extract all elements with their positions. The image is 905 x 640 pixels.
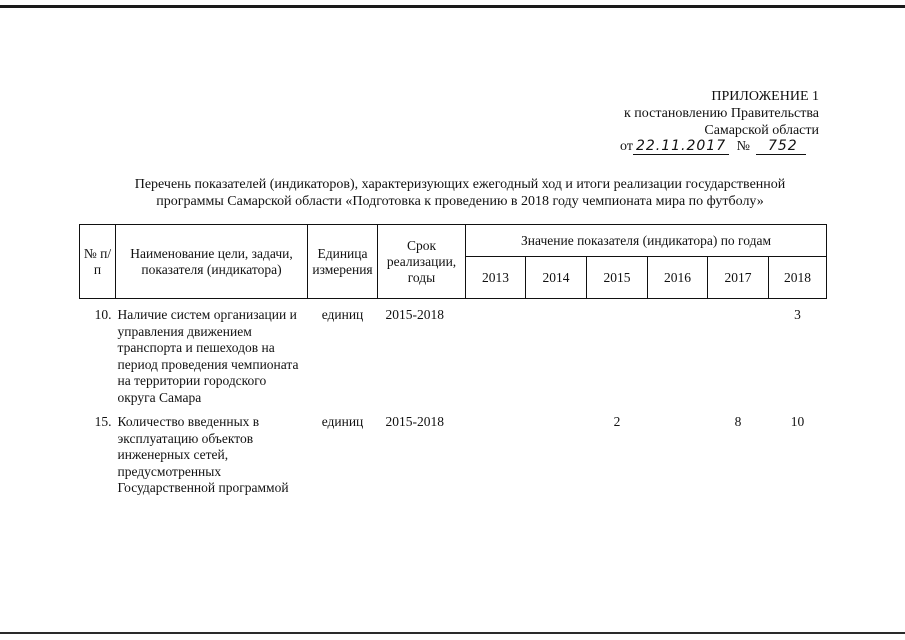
indicator-term: 2015-2018 <box>385 414 444 429</box>
indicator-name: Количество введенных в эксплуатацию объектов инженерных сетей, предусмотренных Государственной программой <box>117 414 289 495</box>
value-2017: 8 <box>734 414 742 429</box>
resolution-date-number <box>620 138 806 155</box>
table-row <box>80 406 827 497</box>
appendix-line-1: к постановлению Правительства <box>623 106 819 121</box>
header-year: 2016 <box>648 257 708 299</box>
header-name: Наименование цели, задачи, показателя (индикатора) <box>116 225 308 299</box>
number-prefix: № <box>736 139 750 154</box>
value-2013 <box>466 299 526 407</box>
header-term: Срок реализации, годы <box>378 225 466 299</box>
value-2017 <box>708 299 769 407</box>
value-2013 <box>466 406 526 497</box>
document-title-line-2: программы Самарской области «Подготовка к проведению в 2018 году чемпионата мира по футболу» <box>156 194 764 209</box>
header-number: № п/п <box>80 225 116 299</box>
document-title-line-1: Перечень показателей (индикаторов), характеризующих ежегодный ход и итоги реализации государственной <box>134 177 786 192</box>
value-2014 <box>526 406 587 497</box>
appendix-line-2: Самарской области <box>704 123 819 138</box>
handwritten-date: 22.11.2017 <box>633 138 729 155</box>
value-2016 <box>648 406 708 497</box>
header-year: 2013 <box>466 257 526 299</box>
indicator-unit: единиц <box>321 307 364 322</box>
header-unit: Единица измерения <box>308 225 378 299</box>
date-prefix: от <box>620 139 633 154</box>
header-year: 2014 <box>526 257 587 299</box>
top-scan-border <box>0 5 905 8</box>
indicator-term: 2015-2018 <box>385 307 444 322</box>
value-2015: 2 <box>613 414 621 429</box>
value-2016 <box>648 299 708 407</box>
header-values-group: Значение показателя (индикатора) по годам <box>466 225 827 257</box>
value-2018: 3 <box>794 307 801 322</box>
bottom-scan-border <box>0 632 905 634</box>
row-number: 15. <box>94 414 112 429</box>
value-2015 <box>587 299 648 407</box>
appendix-title: ПРИЛОЖЕНИЕ 1 <box>711 89 819 104</box>
value-2014 <box>526 299 587 407</box>
header-year: 2018 <box>769 257 827 299</box>
document-title <box>60 176 860 210</box>
indicator-unit: единиц <box>321 414 364 429</box>
value-2018: 10 <box>790 414 805 429</box>
appendix-header <box>624 88 819 139</box>
table-row <box>80 299 827 407</box>
handwritten-number: 752 <box>756 138 806 155</box>
indicator-name: Наличие систем организации и управления движением транспорта и пешеходов на период проведения чемпионата на территории городского округа Самара <box>117 307 299 405</box>
row-number: 10. <box>94 307 112 322</box>
header-year: 2017 <box>708 257 769 299</box>
header-year: 2015 <box>587 257 648 299</box>
indicators-table <box>79 224 827 497</box>
